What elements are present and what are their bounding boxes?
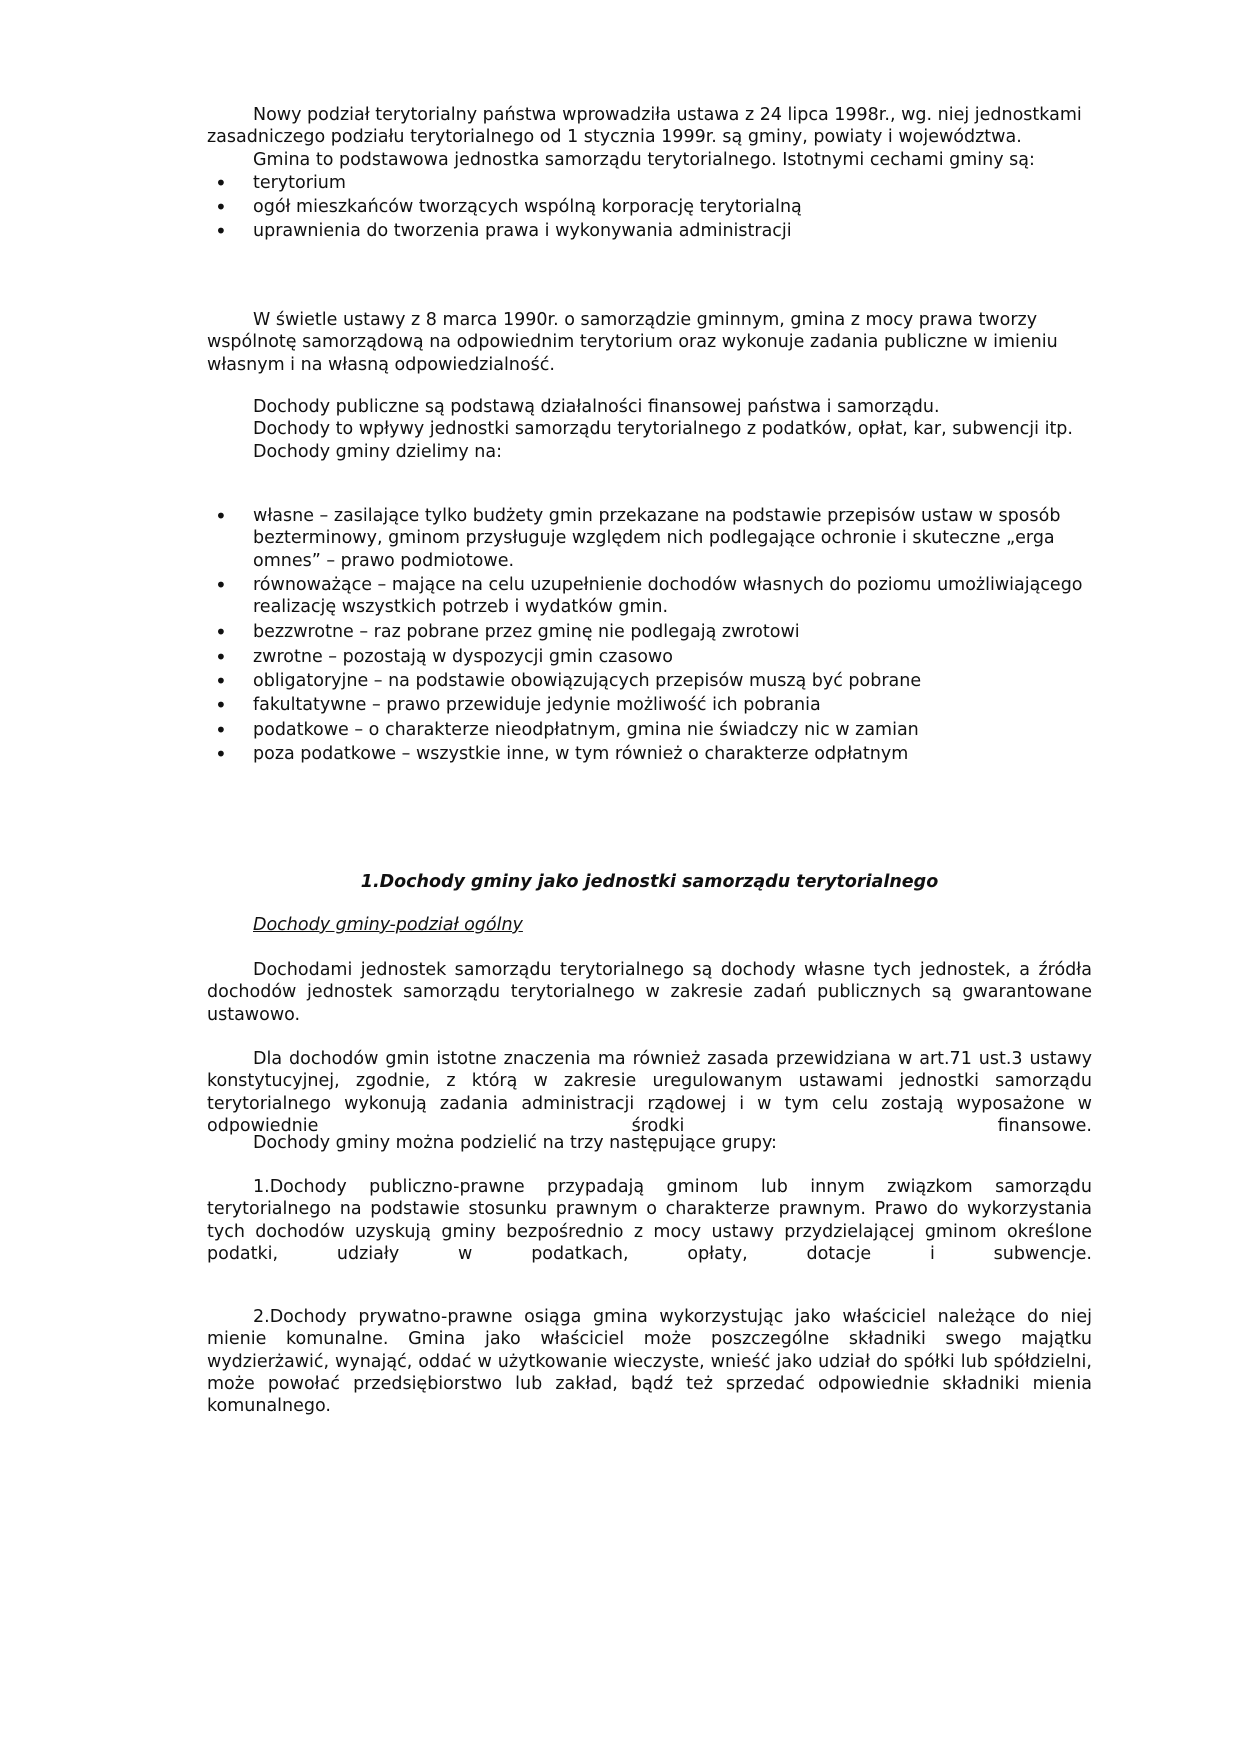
block <box>207 1132 1092 1154</box>
features-list <box>207 171 1092 244</box>
block <box>207 396 1092 463</box>
paragraph: Dochody to wpływy jednostki samorządu terytorialnego z podatków, opłat, kar, subwencji itp. <box>253 419 1073 440</box>
paragraph: Gmina to podstawowa jednostka samorządu terytorialnego. Istotnymi cechami gminy są: <box>253 149 1035 170</box>
list-item: • fakultatywne – prawo przewiduje jedynie możliwość ich pobrania <box>207 693 1092 717</box>
paragraph: 1.Dochody publiczno-prawne przypadają gminom lub innym związkom samorządu terytorialnego na podstawie stosunku prawnym o charakterze prawnym. Prawo do wykorzystania tych dochodów uzyskują gminy bezpośrednio z mocy ustawy przydzielającej gminom określone podatki, udziały w podatkach, opłaty, dotacje i subwencje. <box>207 1177 1092 1264</box>
list-item: • własne – zasilające tylko budżety gmin przekazane na podstawie przepisów ustaw w sposób bezterminowy, gminom przysługuje względem nich podlegające ochronie i skuteczne „erga omnes” – prawo podmiotowe. <box>207 505 1092 572</box>
paragraph: Dochody publiczne są podstawą działalności finansowej państwa i samorządu. <box>253 397 940 417</box>
paragraph: W świetle ustawy z 8 marca 1990r. o samorządzie gminnym, gmina z mocy prawa tworzy wspólnotę samorządową na odpowiednim terytorium oraz wykonuje zadania publiczne w imieniu własnym i na własną odpowiedzialność. <box>207 310 1058 375</box>
paragraph: Dochodami jednostek samorządu terytorialnego są dochody własne tych jednostek, a źródła dochodów jednostek samorządu terytorialnego w zakresie zadań publicznych są gwarantowane ustawowo. <box>207 960 1092 1025</box>
block <box>207 959 1092 1160</box>
list-item: • uprawnienia do tworzenia prawa i wykonywania administracji <box>207 219 1092 243</box>
list-item: • podatkowe – o charakterze nieodpłatnym, gmina nie świadczy nic w zamian <box>207 718 1092 742</box>
section-subheading: Dochody gminy-podział ogólny <box>253 915 523 935</box>
paragraph: Dla dochodów gmin istotne znaczenia ma również zasada przewidziana w art.71 ust.3 ustawy konstytucyjnej, zgodnie, z którą w zakresie uregulowanym ustawami jednostki samorządu terytorialnego wykonują zadania administracji rządowej i w tym celu zostają wyposażone w odpowiednie środki finansowe. <box>207 1049 1092 1137</box>
income-types <box>207 505 1092 766</box>
list-item: • bezzwrotne – raz pobrane przez gminę nie podlegają zwrotowi <box>207 620 1092 644</box>
paragraph: Dochody gminy dzielimy na: <box>253 441 502 462</box>
block <box>207 1176 1092 1287</box>
list-item: • obligatoryjne – na podstawie obowiązujących przepisów muszą być pobrane <box>207 669 1092 693</box>
intro-block <box>207 104 1092 244</box>
list-item: • równoważące – mające na celu uzupełnienie dochodów własnych do poziomu umożliwiającego realizację wszystkich potrzeb i wydatków gmin. <box>207 574 1092 619</box>
list-item: • terytorium <box>207 171 1092 195</box>
paragraph: Dochody gminy można podzielić na trzy następujące grupy: <box>253 1133 777 1153</box>
list-item: • poza podatkowe – wszystkie inne, w tym również o charakterze odpłatnym <box>207 742 1092 766</box>
section-heading: 1.Dochody gminy jako jednostki samorządu terytorialnego <box>360 872 939 892</box>
paragraph: 2.Dochody prywatno-prawne osiąga gmina wykorzystując jako właściciel należące do niej mienie komunalne. Gmina jako właściciel może poszczególne składniki swego majątku wydzierżawić, wynająć, oddać w użytkowanie wieczyste, wnieść jako udział do spółki lub spółdzielni, może powołać przedsiębiorstwo lub zakład, bądź też sprzedać odpowiednie składniki mienia komunalnego. <box>207 1307 1092 1417</box>
block <box>207 309 1092 376</box>
list-item: • ogół mieszkańców tworzących wspólną korporację terytorialną <box>207 195 1092 219</box>
block <box>207 1306 1092 1440</box>
list-item: • zwrotne – pozostają w dyspozycji gmin czasowo <box>207 645 1092 669</box>
paragraph: Nowy podział terytorialny państwa wprowadziła ustawa z 24 lipca 1998r., wg. niej jednostkami zasadniczego podziału terytorialnego od 1 stycznia 1999r. są gminy, powiaty i województwa. <box>207 105 1082 148</box>
